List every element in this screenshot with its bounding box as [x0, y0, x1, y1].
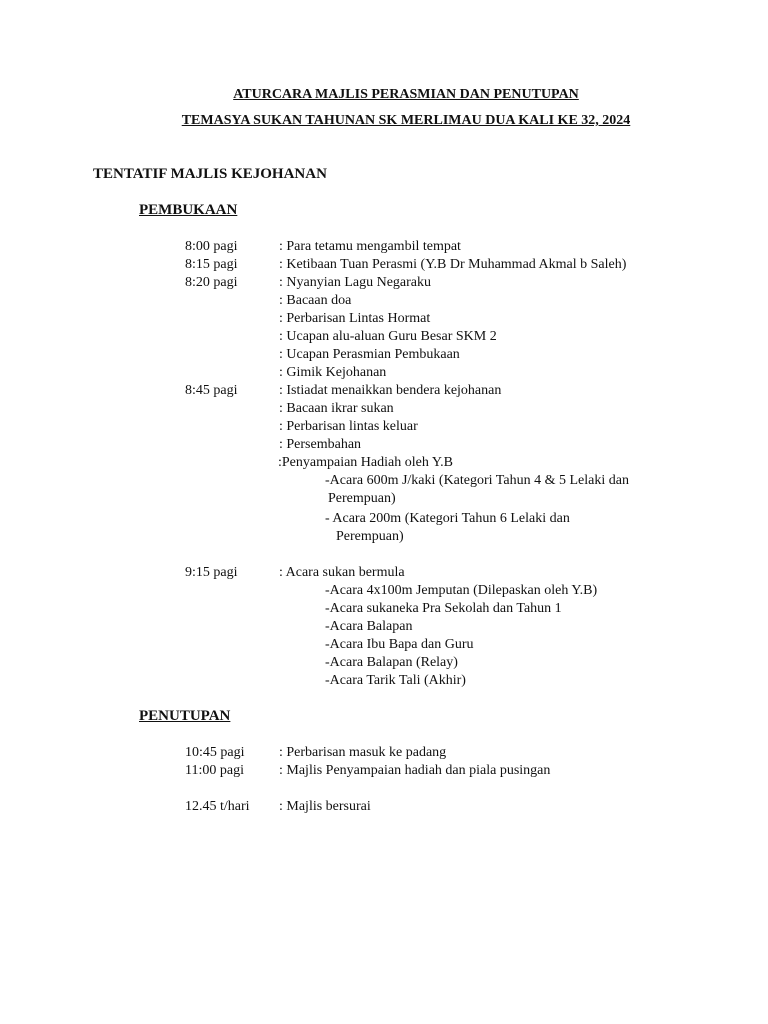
- schedule-time: 9:15 pagi: [185, 565, 238, 580]
- penutupan-heading: PENUTUPAN: [139, 708, 231, 724]
- schedule-activity: : Perbarisan masuk ke padang: [279, 745, 447, 760]
- schedule-activity: : Istiadat menaikkan bendera kejohanan: [279, 383, 502, 398]
- hadiah-item-continuation: Perempuan): [336, 529, 404, 544]
- sukan-item: -Acara Balapan (Relay): [325, 655, 458, 670]
- document-title-line-1: ATURCARA MAJLIS PERASMIAN DAN PENUTUPAN: [233, 87, 579, 102]
- schedule-time: 8:20 pagi: [185, 275, 238, 290]
- schedule-activity: : Ketibaan Tuan Perasmi (Y.B Dr Muhammad Akmal b Saleh): [279, 257, 627, 272]
- sukan-item: -Acara 4x100m Jemputan (Dilepaskan oleh Y.B): [325, 583, 598, 598]
- hadiah-item-continuation: Perempuan): [328, 491, 396, 506]
- tentatif-heading: TENTATIF MAJLIS KEJOHANAN: [93, 166, 327, 182]
- schedule-time: 10:45 pagi: [185, 745, 245, 760]
- sukan-item: -Acara Ibu Bapa dan Guru: [325, 637, 474, 652]
- hadiah-item: - Acara 200m (Kategori Tahun 6 Lelaki dan: [325, 511, 570, 526]
- schedule-activity: : Perbarisan lintas keluar: [279, 419, 418, 434]
- pembukaan-heading: PEMBUKAAN: [139, 202, 238, 218]
- schedule-activity: : Nyanyian Lagu Negaraku: [279, 275, 431, 290]
- schedule-time: 11:00 pagi: [185, 763, 244, 778]
- hadiah-item: -Acara 600m J/kaki (Kategori Tahun 4 & 5 Lelaki dan: [325, 473, 629, 488]
- schedule-time: 8:45 pagi: [185, 383, 238, 398]
- document-title-line-2: TEMASYA SUKAN TAHUNAN SK MERLIMAU DUA KALI KE 32, 2024: [181, 113, 631, 128]
- schedule-activity: : Bacaan doa: [279, 293, 352, 308]
- schedule-time: 8:15 pagi: [185, 257, 238, 272]
- schedule-activity: : Gimik Kejohanan: [279, 365, 387, 380]
- schedule-time: 8:00 pagi: [185, 239, 238, 254]
- sukan-item: -Acara sukaneka Pra Sekolah dan Tahun 1: [325, 601, 562, 616]
- sukan-item: -Acara Balapan: [325, 619, 413, 634]
- schedule-activity: : Ucapan alu-aluan Guru Besar SKM 2: [279, 329, 497, 344]
- schedule-activity: : Bacaan ikrar sukan: [279, 401, 394, 416]
- schedule-activity: : Para tetamu mengambil tempat: [279, 239, 461, 254]
- schedule-activity: : Persembahan: [279, 437, 362, 452]
- schedule-time: 12.45 t/hari: [185, 799, 250, 814]
- schedule-activity: : Ucapan Perasmian Pembukaan: [279, 347, 460, 362]
- schedule-activity: : Majlis Penyampaian hadiah dan piala pusingan: [279, 763, 551, 778]
- sukan-item: -Acara Tarik Tali (Akhir): [325, 673, 466, 688]
- schedule-activity: : Perbarisan Lintas Hormat: [279, 311, 431, 326]
- schedule-activity: :Penyampaian Hadiah oleh Y.B: [278, 455, 453, 470]
- schedule-activity: : Majlis bersurai: [279, 799, 371, 814]
- schedule-activity: : Acara sukan bermula: [279, 565, 405, 580]
